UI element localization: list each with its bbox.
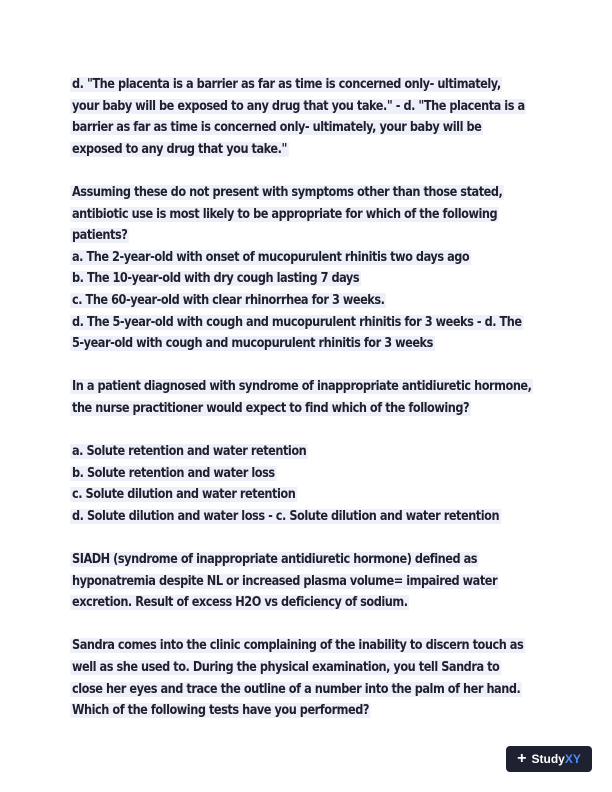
paragraph-gap — [72, 355, 542, 377]
text-line-content: the nurse practitioner would expect to find which of the following? — [72, 400, 470, 416]
text-line — [72, 225, 476, 247]
brand-name — [531, 752, 580, 766]
text-line — [72, 679, 521, 701]
text-line-content: d. Solute dilution and water loss - c. Solute dilution and water retention — [72, 508, 500, 524]
text-line — [72, 657, 500, 679]
text-line — [72, 74, 501, 96]
answer-option — [72, 290, 476, 312]
text-line — [72, 549, 476, 571]
text-line-content: Which of the following tests have you performed? — [72, 703, 370, 719]
text-line — [72, 96, 525, 118]
text-line-content: well as she used to. During the physical examination, you tell Sandra to — [72, 660, 500, 676]
paragraph-answer-placenta — [72, 74, 542, 160]
text-line — [72, 376, 532, 398]
text-line-content: excretion. Result of excess H2O vs deficiency of sodium. — [72, 595, 408, 611]
plus-icon: + — [517, 750, 527, 767]
text-line-content: 5-year-old with cough and mucopurulent rhinitis for 3 weeks — [72, 336, 433, 352]
text-line — [72, 182, 503, 204]
answer-option — [72, 484, 476, 506]
paragraph-gap — [72, 614, 542, 636]
answer-options-siadh — [72, 441, 542, 527]
answer-option — [72, 312, 522, 334]
answer-option — [72, 463, 476, 485]
studyxy-badge[interactable] — [506, 746, 592, 772]
question-sandra — [72, 635, 542, 721]
text-line — [72, 204, 498, 226]
text-line-content: d. "The placenta is a barrier as far as time is concerned only- ultimately, — [72, 77, 501, 92]
text-line-content: b. Solute retention and water loss — [72, 465, 275, 481]
text-line — [72, 700, 476, 722]
text-line-content: d. The 5-year-old with cough and mucopurulent rhinitis for 3 weeks - d. The — [72, 314, 522, 330]
question-antibiotic-use — [72, 182, 542, 355]
question-siadh — [72, 376, 542, 419]
brand-suffix: XY — [564, 752, 581, 766]
explanation-siadh — [72, 549, 542, 614]
text-line — [72, 333, 476, 355]
text-line-content: your baby will be exposed to any drug that you take." - d. "The placenta is a — [72, 98, 525, 114]
answer-option — [72, 247, 476, 269]
text-line — [72, 635, 524, 657]
text-line-content: c. Solute dilution and water retention — [72, 487, 296, 503]
paragraph-gap — [72, 420, 542, 442]
answer-option — [72, 268, 476, 290]
text-line — [72, 117, 482, 139]
text-line-content: a. Solute retention and water retention — [72, 444, 307, 460]
text-line — [72, 139, 476, 161]
text-line-content: In a patient diagnosed with syndrome of inappropriate antidiuretic hormone, — [72, 379, 532, 395]
text-line-content: Assuming these do not present with symptoms other than those stated, — [72, 184, 503, 200]
text-line-content: SIADH (syndrome of inappropriate antidiuretic hormone) defined as — [72, 552, 478, 568]
text-line-content: b. The 10-year-old with dry cough lasting 7 days — [72, 271, 360, 287]
text-line-content: exposed to any drug that you take." — [72, 141, 287, 157]
text-line — [72, 571, 498, 593]
text-line-content: c. The 60-year-old with clear rhinorrhea for 3 weeks. — [72, 292, 385, 308]
brand-prefix: Study — [531, 752, 565, 766]
text-line — [72, 398, 476, 420]
text-line-content: Sandra comes into the clinic complaining of the inability to discern touch as — [72, 638, 524, 654]
text-line — [72, 592, 476, 614]
text-line-content: patients? — [72, 228, 128, 244]
paragraph-gap — [72, 160, 542, 182]
document-body — [72, 74, 542, 722]
answer-option — [72, 441, 476, 463]
text-line-content: barrier as far as time is concerned only- ultimately, your baby will be — [72, 120, 482, 136]
text-line-content: a. The 2-year-old with onset of mucopurulent rhinitis two days ago — [72, 249, 470, 265]
text-line-content: close her eyes and trace the outline of a number into the palm of her hand. — [72, 681, 521, 697]
paragraph-gap — [72, 527, 542, 549]
answer-option — [72, 506, 500, 528]
text-line-content: antibiotic use is most likely to be appropriate for which of the following — [72, 206, 498, 222]
text-line-content: hyponatremia despite NL or increased plasma volume= impaired water — [72, 573, 498, 589]
